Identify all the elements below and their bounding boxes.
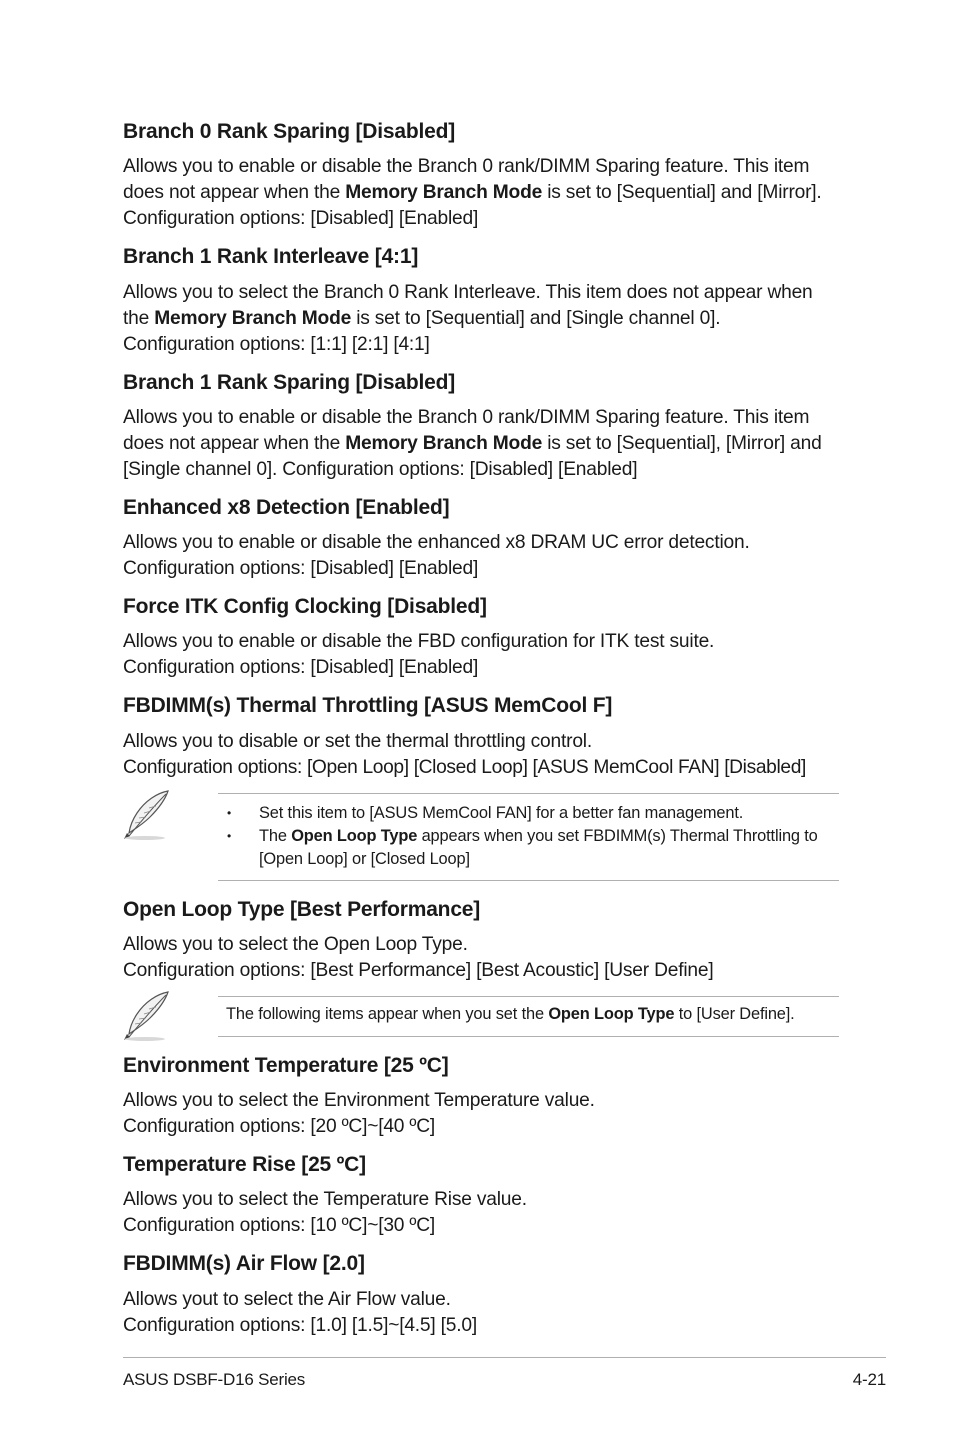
- section-description: [123, 1287, 839, 1339]
- note-text: appears when you set FBDIMM(s) Thermal Throttling to [Open Loop] or [Closed Loop]: [259, 826, 818, 868]
- description-text: is set to [Sequential] and [Single channel 0].: [351, 307, 721, 329]
- section-open-loop-type: [123, 897, 839, 984]
- footer-product-name: ASUS DSBF-D16 Series: [123, 1370, 306, 1389]
- section-description: [123, 154, 839, 232]
- description-text: Allows you to select the Branch 0 Rank Interleave. This item does not appear when the: [123, 281, 813, 329]
- config-options: Configuration options: [1:1] [2:1] [4:1]: [123, 333, 430, 355]
- section-description: [123, 530, 839, 582]
- config-options: Configuration options: [1.0] [1.5]~[4.5] [5.0]: [123, 1314, 478, 1336]
- page-content: [123, 119, 839, 1351]
- description-text: Allows you to select the Environment Temperature value.: [123, 1090, 595, 1111]
- note-content: [218, 793, 839, 881]
- description-text: is set to [Sequential], [Mirror] and [Single channel 0]. Configuration options: [Disabled] [Enabled]: [123, 432, 822, 480]
- feather-pen-icon: [121, 789, 173, 841]
- description-text: is set to [Sequential] and [Mirror].: [542, 182, 822, 204]
- footer-page-number: 4-21: [852, 1370, 886, 1389]
- section-air-flow: [123, 1251, 839, 1338]
- note-box-thermal: [123, 793, 839, 881]
- note-box-user-define: [123, 996, 839, 1037]
- description-text: Allows you to select the Open Loop Type.: [123, 933, 468, 955]
- description-text: Allows yout to select the Air Flow value.: [123, 1288, 451, 1310]
- description-bold: Memory Branch Mode: [345, 432, 543, 454]
- section-enhanced-x8-detection: [123, 495, 839, 582]
- section-description: [123, 1088, 839, 1140]
- note-text: to [User Define].: [674, 1004, 795, 1023]
- section-heading: Temperature Rise [25 ºC]: [123, 1153, 366, 1176]
- page-footer: [123, 1357, 886, 1389]
- note-text: The: [259, 826, 292, 845]
- feather-pen-icon: [121, 990, 173, 1042]
- note-list: [218, 802, 839, 871]
- section-heading: FBDIMM(s) Thermal Throttling [ASUS MemCool F]: [123, 694, 613, 718]
- section-description: [123, 1187, 839, 1239]
- config-options: Configuration options: [20 ºC]~[40 ºC]: [123, 1116, 436, 1137]
- section-branch1-rank-interleave: [123, 244, 839, 357]
- section-force-itk-config: [123, 594, 839, 681]
- section-heading: Environment Temperature [25 ºC]: [123, 1053, 449, 1077]
- note-item: • Set this item to [ASUS MemCool FAN] for a better fan management.: [218, 802, 839, 825]
- config-options: Configuration options: [Disabled] [Enabled]: [123, 657, 479, 679]
- section-heading: FBDIMM(s) Air Flow [2.0]: [123, 1252, 365, 1276]
- description-text: Allows you to disable or set the thermal throttling control.: [123, 730, 592, 752]
- description-text: Allows you to enable or disable the Branch 0 rank/DIMM Sparing feature. This item does not appear when the: [123, 406, 810, 454]
- config-options: Configuration options: [Best Performance] [Best Acoustic] [User Define]: [123, 959, 714, 981]
- section-heading: Open Loop Type [Best Performance]: [123, 897, 481, 921]
- config-options: Configuration options: [10 ºC]~[30 ºC]: [123, 1215, 436, 1237]
- description-text: Allows you to enable or disable the Branch 0 rank/DIMM Sparing feature. This item does not appear when the: [123, 156, 810, 204]
- section-branch1-rank-sparing: [123, 370, 839, 483]
- section-description: [123, 629, 839, 681]
- description-bold: Memory Branch Mode: [154, 307, 352, 329]
- description-text: Allows you to enable or disable the FBD configuration for ITK test suite.: [123, 631, 715, 653]
- config-options: Configuration options: [Disabled] [Enabled]: [123, 208, 479, 230]
- config-options: Configuration options: [Disabled] [Enabled]: [123, 558, 479, 579]
- section-description: [123, 280, 839, 358]
- note-bold: Open Loop Type: [548, 1004, 675, 1023]
- description-bold: Memory Branch Mode: [345, 182, 543, 204]
- note-item: [218, 825, 839, 871]
- note-text: The following items appear when you set the: [226, 1004, 549, 1023]
- note-content: [218, 996, 839, 1037]
- description-text: Allows you to select the Temperature Rise value.: [123, 1189, 527, 1211]
- section-branch0-rank-sparing: [123, 119, 839, 232]
- section-heading: Branch 1 Rank Interleave [4:1]: [123, 245, 419, 269]
- section-environment-temperature: [123, 1053, 839, 1140]
- section-thermal-throttling: [123, 693, 839, 780]
- config-options: Configuration options: [Open Loop] [Closed Loop] [ASUS MemCool FAN] [Disabled]: [123, 756, 807, 778]
- section-description: [123, 729, 839, 781]
- section-heading: Branch 0 Rank Sparing [Disabled]: [123, 120, 456, 143]
- section-description: [123, 405, 839, 483]
- section-heading: Force ITK Config Clocking [Disabled]: [123, 595, 487, 618]
- section-description: [123, 932, 839, 984]
- section-heading: Enhanced x8 Detection [Enabled]: [123, 495, 450, 519]
- description-text: Allows you to enable or disable the enhanced x8 DRAM UC error detection.: [123, 532, 750, 553]
- section-heading: Branch 1 Rank Sparing [Disabled]: [123, 370, 456, 394]
- note-bold: Open Loop Type: [291, 826, 418, 845]
- section-temperature-rise: [123, 1152, 839, 1239]
